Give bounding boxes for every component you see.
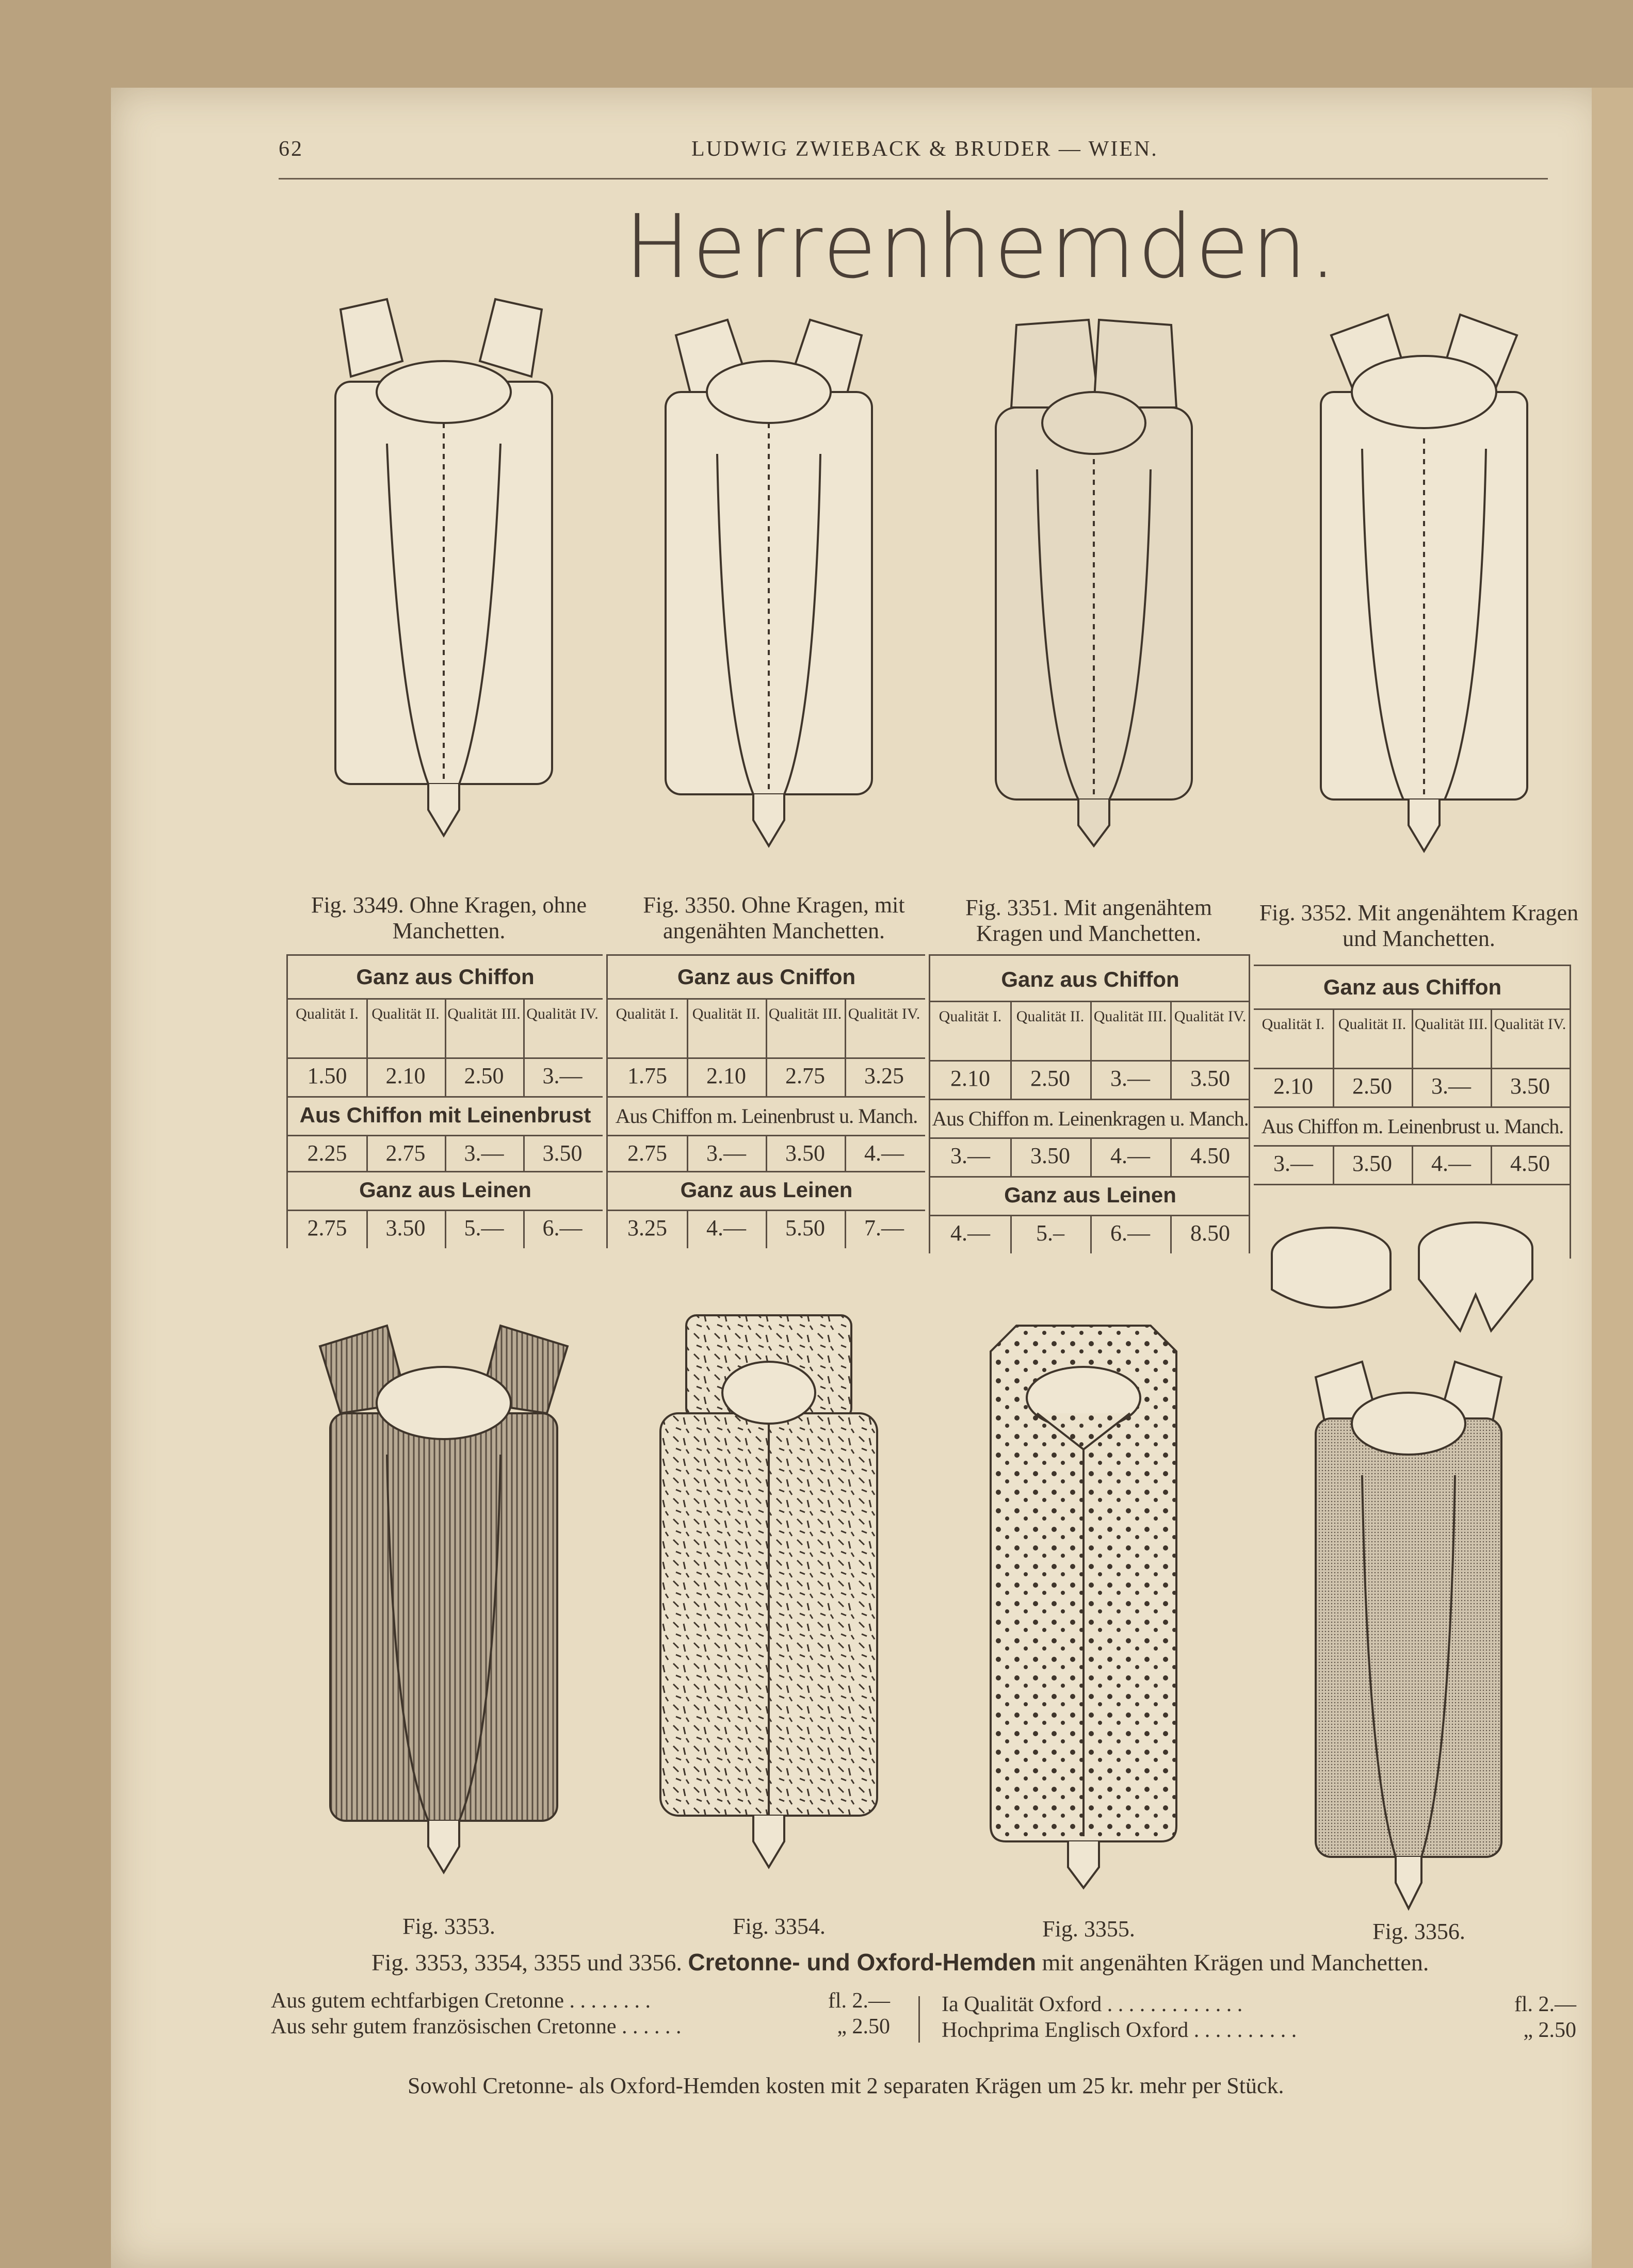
price-cell: 2.10 [950, 1066, 990, 1091]
price-cell: 4.50 [1510, 1151, 1550, 1176]
price-cell: 3.25 [864, 1063, 904, 1088]
price-label: Aus sehr gutem französischen Cretonne . . . . . . [271, 2015, 682, 2038]
oxford-price-list [942, 1992, 1576, 2044]
price-cell: 2.10 [385, 1063, 426, 1088]
price-cell: 4.50 [1190, 1143, 1230, 1168]
header-rule [279, 178, 1548, 180]
bottom-caption-prefix: Fig. 3353, 3354, 3355 und 3356. [371, 1949, 682, 1976]
table-band-chiffon: Ganz aus Chiffon [1001, 967, 1179, 991]
quality-label: Qualität II. [1016, 1008, 1085, 1025]
price-cell: 6.— [542, 1215, 583, 1241]
caption-fig-3355: Fig. 3355. [1042, 1916, 1135, 1941]
caption-fig-3350: Fig. 3350. Ohne Kragen, mit angenähten Manchetten. [643, 892, 905, 943]
caption-fig-3353: Fig. 3353. [402, 1914, 495, 1939]
collars-illustration [1264, 1207, 1553, 1346]
table-band-leinen: Ganz aus Leinen [1004, 1183, 1176, 1207]
price-cell: 7.— [864, 1215, 904, 1241]
price-table-3349 [286, 954, 603, 1248]
quality-label: Qualität I. [296, 1005, 359, 1022]
shirt-illustration-3354 [650, 1310, 887, 1908]
price-cell: 4.— [950, 1220, 990, 1246]
list-item [271, 1988, 890, 2014]
table-band-leinenbrust: Aus Chiffon mit Leinenbrust [299, 1103, 591, 1127]
table-band-chiffon: Ganz aus Cniffon [677, 965, 856, 989]
shirt-illustration-3352 [1311, 304, 1538, 898]
running-title: LUDWIG ZWIEBACK & BRUDER — WIEN. [691, 137, 1158, 161]
price-cell: 3.— [1110, 1066, 1150, 1091]
price-cell: 2.75 [385, 1140, 426, 1166]
quality-label: Qualität III. [768, 1005, 842, 1022]
next-page-edge [1592, 88, 1633, 2268]
price-cell: 6.— [1110, 1220, 1150, 1246]
caption-fig-3356: Fig. 3356. [1372, 1919, 1465, 1944]
table-band-leinenkragen: Aus Chiffon m. Leinenkragen u. Manch. [932, 1107, 1249, 1130]
caption-fig-3349: Fig. 3349. Ohne Kragen, ohne Manchetten. [311, 892, 587, 943]
quality-label: Qualität I. [1262, 1016, 1325, 1033]
price-label: Ia Qualität Oxford . . . . . . . . . . . . . [942, 1993, 1243, 2016]
price-cell: 3.50 [1510, 1073, 1550, 1099]
price-label: Hochprima Englisch Oxford . . . . . . . . . . [942, 2018, 1297, 2042]
price-cell: 2.75 [627, 1140, 667, 1166]
quality-label: Qualität II. [1338, 1016, 1406, 1033]
price-cell: 4.— [706, 1215, 746, 1241]
table-band-chiffon: Ganz aus Chiffon [356, 965, 535, 989]
caption-fig-3354: Fig. 3354. [733, 1914, 826, 1939]
table-band-chiffon: Ganz aus Chiffon [1323, 975, 1502, 999]
price-cell: 3.— [542, 1063, 583, 1088]
price-table-3350 [606, 954, 925, 1248]
quality-label: Qualität III. [447, 1005, 521, 1022]
quality-label: Qualität II. [371, 1005, 440, 1022]
price-cell: 5.50 [785, 1215, 825, 1241]
caption-fig-3352: Fig. 3352. Mit angenähtem Kragen und Manchetten. [1259, 900, 1579, 951]
price-cell: 5.— [464, 1215, 504, 1241]
price-cell: 2.10 [1273, 1073, 1313, 1099]
shirt-illustration-3356 [1305, 1351, 1512, 1919]
price-cell: 2.75 [785, 1063, 825, 1088]
quality-label: Qualität II. [692, 1005, 761, 1022]
price-cell: 1.75 [627, 1063, 667, 1088]
column-divider [918, 1996, 920, 2043]
price-cell: 2.50 [464, 1063, 504, 1088]
price-cell: 2.50 [1030, 1066, 1070, 1091]
caption-fig-3351: Fig. 3351. Mit angenähtem Kragen und Manchetten. [965, 895, 1212, 946]
price-value: „ 2.50 [837, 2015, 890, 2038]
shirt-illustration-3351 [980, 304, 1207, 898]
bottom-caption-bold: Cretonne- und Oxford-Hemden [688, 1949, 1037, 1976]
quality-label: Qualität IV. [848, 1005, 920, 1022]
price-cell: 8.50 [1190, 1220, 1230, 1246]
price-value: fl. 2.— [1514, 1993, 1576, 2016]
price-table-3351 [929, 954, 1250, 1253]
bottom-caption-suffix: mit angenähten Krägen und Manchetten. [1042, 1949, 1429, 1976]
price-cell: 3.50 [1352, 1151, 1392, 1176]
quality-label: Qualität I. [939, 1008, 1002, 1025]
list-item [271, 2014, 890, 2040]
price-cell: 2.10 [706, 1063, 746, 1088]
price-cell: 1.50 [307, 1063, 347, 1088]
price-cell: 5.– [1036, 1220, 1064, 1246]
quality-label: Qualität I. [616, 1005, 679, 1022]
price-cell: 3.50 [1190, 1066, 1230, 1091]
price-cell: 2.50 [1352, 1073, 1392, 1099]
price-cell: 3.— [464, 1140, 504, 1166]
price-cell: 2.25 [307, 1140, 347, 1166]
price-cell: 3.50 [385, 1215, 426, 1241]
running-header [279, 137, 1548, 173]
footnote: Sowohl Cretonne- als Oxford-Hemden kosten mit 2 separaten Krägen um 25 kr. mehr per Stück. [408, 2073, 1284, 2098]
price-cell: 3.— [1273, 1151, 1313, 1176]
price-cell: 3.— [950, 1143, 990, 1168]
table-band-leinenbrust: Aus Chiffon m. Leinenbrust u. Manch. [615, 1104, 918, 1128]
quality-label: Qualität III. [1414, 1016, 1488, 1033]
shirt-illustration-3349 [310, 289, 578, 898]
table-band-leinen: Ganz aus Leinen [359, 1178, 531, 1202]
price-cell: 3.— [1431, 1073, 1471, 1099]
quality-label: Qualität IV. [1174, 1008, 1247, 1025]
price-cell: 3.50 [1030, 1143, 1070, 1168]
price-cell: 2.75 [307, 1215, 347, 1241]
price-cell: 3.— [706, 1140, 746, 1166]
shirt-illustration-3353 [310, 1320, 578, 1908]
price-cell: 3.50 [542, 1140, 583, 1166]
price-cell: 4.— [864, 1140, 904, 1166]
quality-label: Qualität III. [1093, 1008, 1167, 1025]
shirt-illustration-3355 [975, 1320, 1192, 1914]
list-item [942, 1992, 1576, 2018]
price-value: fl. 2.— [828, 1989, 890, 2013]
bottom-caption [371, 1950, 1548, 1975]
price-cell: 3.50 [785, 1140, 825, 1166]
shirt-illustration-3350 [645, 304, 893, 898]
cretonne-price-list [271, 1988, 890, 2040]
table-band-leinen: Ganz aus Leinen [680, 1178, 853, 1202]
price-cell: 3.25 [627, 1215, 667, 1241]
price-label: Aus gutem echtfarbigen Cretonne . . . . . . . . [271, 1989, 651, 2013]
quality-label: Qualität IV. [526, 1005, 599, 1022]
table-band-leinenbrust: Aus Chiffon m. Leinenbrust u. Manch. [1261, 1115, 1564, 1138]
price-cell: 4.— [1110, 1143, 1150, 1168]
page-title: Herrenhemden. [624, 196, 1339, 298]
quality-label: Qualität IV. [1494, 1016, 1566, 1033]
list-item [942, 2018, 1576, 2044]
price-value: „ 2.50 [1523, 2018, 1576, 2042]
price-cell: 4.— [1431, 1151, 1471, 1176]
page-number: 62 [279, 137, 303, 161]
price-table-3352 [1254, 965, 1571, 1186]
